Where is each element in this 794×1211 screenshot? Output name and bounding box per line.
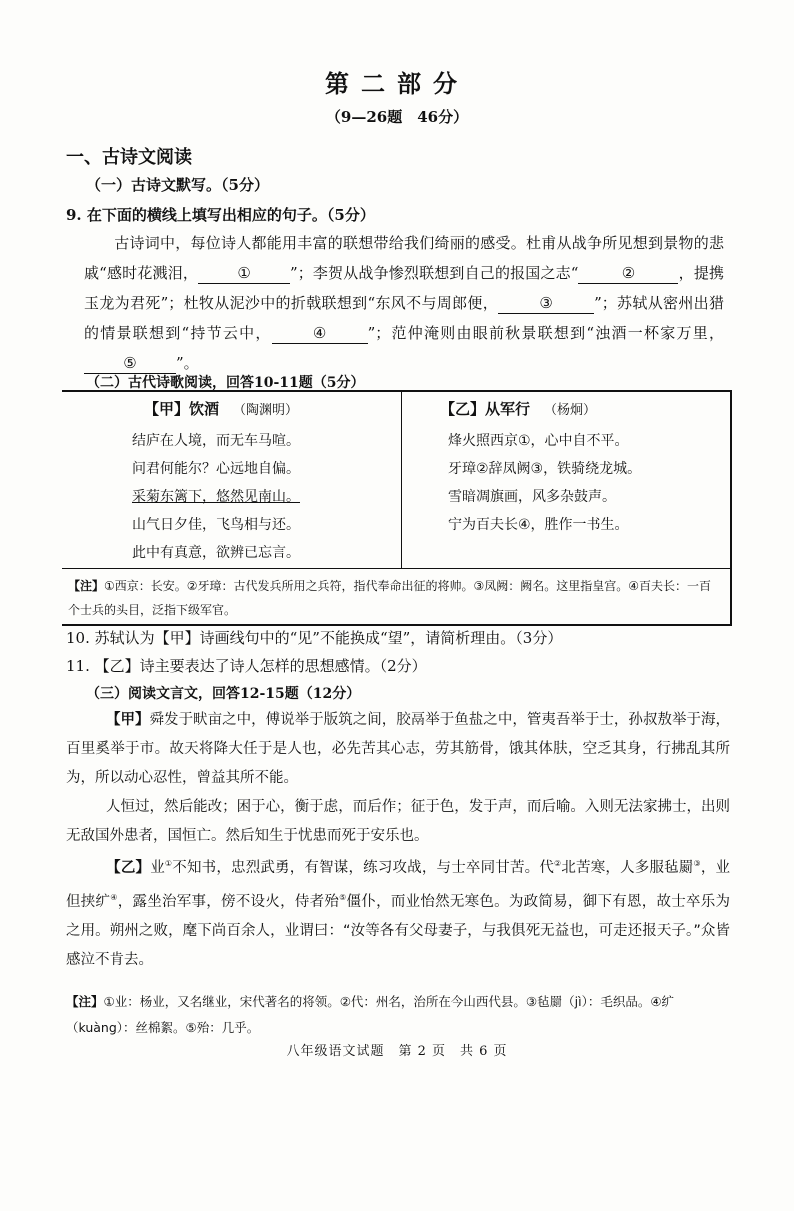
- text-annotation: [66, 989, 730, 1041]
- poem-b-line: 雪暗凋旗画，风多杂鼓声。: [448, 489, 616, 505]
- question-9-passage: [84, 228, 724, 378]
- footnote-mark: ②: [554, 859, 562, 868]
- page-title: 第二部分: [325, 69, 469, 98]
- part3-heading: （三）阅读文言文，回答12-15题（12分）: [86, 686, 361, 702]
- note-text: ①业：杨业，又名继业，宋代著名的将领。②代：州名，治所在今山西代县。③毡罽（jì）：毛织品。④纩（kuàng）：丝棉絮。⑤殆：几乎。: [66, 994, 675, 1035]
- poem-a-line: 问君何能尔？心远地自偏。: [132, 461, 300, 477]
- text-a-paragraph-1: 舜发于畎亩之中，傅说举于版筑之间，胶鬲举于鱼盐之中，管夷吾举于士，孙叔敖举于海，百里奚举于市。故天将降大任于是人也，必先苦其心志，劳其筋骨，饿其体肤，空乏其身，行拂乱其所为，所以动心忍性，曾益其所不能。: [66, 712, 730, 786]
- q9-segment: ”。: [176, 354, 199, 372]
- text-b-part: ，业但挟纩: [66, 859, 731, 910]
- text-b-part: 北苦寒，人多服毡罽: [561, 859, 694, 876]
- answer-blank-5[interactable]: ⑤: [84, 353, 176, 374]
- poem-a-header: [144, 398, 298, 419]
- text-b-part: 业: [150, 859, 165, 876]
- text-b-part: ，露坐治军事，傍不设火，侍者殆: [117, 893, 340, 910]
- note-text: ①西京：长安。②牙璋：古代发兵所用之兵符，指代奉命出征的将帅。③凤阙：阙名。这里指皇宫。④百夫长：一百个士兵的头目，泛指下级军官。: [68, 579, 712, 617]
- poem-table: [62, 390, 732, 626]
- classical-text-a: [66, 705, 730, 851]
- answer-blank-3[interactable]: ③: [498, 293, 594, 314]
- poem-a-author: （陶渊明）: [233, 403, 299, 418]
- poem-b-line: 烽火照西京①，心中自不平。: [448, 433, 629, 449]
- classical-text-b: [66, 849, 730, 975]
- text-b-part: 不知书，忠烈武勇，有智谋，练习攻战，与士卒同甘苦。代: [172, 859, 554, 876]
- page-subtitle: （9—26题 46分）: [325, 108, 469, 126]
- poem-a-underlined-line: 采菊东篱下，悠然见南山。: [132, 489, 300, 505]
- footnote-mark: ④: [110, 892, 118, 902]
- poem-a-title: 【甲】饮酒: [144, 400, 220, 418]
- poem-annotation: [68, 574, 718, 622]
- footnote-mark: ①: [164, 859, 173, 868]
- q9-segment: ”；李贺从战争惨烈联想到自己的报国之志“: [290, 264, 579, 282]
- page-footer: 八年级语文试题 第 2 页 共 6 页: [286, 1044, 508, 1059]
- question-10: 10. 苏轼认为【甲】诗画线句中的“见”不能换成“望”，请简析理由。（3分）: [66, 629, 563, 647]
- poem-a-line: 此中有真意，欲辨已忘言。: [132, 545, 300, 561]
- part1-heading: （一）古诗文默写。（5分）: [86, 176, 269, 194]
- poem-b-line: 牙璋②辞凤阙③，铁骑绕龙城。: [448, 461, 642, 477]
- q9-segment: ”；苏轼从密州出猎的情景联想到“持节云中，: [84, 294, 724, 342]
- text-b-part: 僵仆，而业怡然无寒色。为政简易，御下有恩，故士卒乐为之用。朔州之败，麾下尚百余人，业谓曰：“汝等各有父母妻子，与我俱死无益也，可走还报天子。”众皆感泣不肯去。: [66, 893, 731, 968]
- footnote-mark: ⑤: [339, 892, 347, 902]
- section-heading: 一、古诗文阅读: [66, 147, 192, 168]
- answer-blank-1[interactable]: ①: [198, 263, 290, 284]
- text-b-label: 【乙】: [106, 858, 151, 876]
- poem-b-author: （杨炯）: [544, 403, 597, 418]
- row-divider: [62, 568, 730, 569]
- poem-b-header: [440, 398, 596, 419]
- q9-segment: 古诗词中，每位诗人都能用丰富的联想带给我们绮丽的感受。杜甫从战争所见想到景物的悲戚“感时花溅泪，: [84, 234, 724, 282]
- question-11: 11. 【乙】诗主要表达了诗人怎样的思想感情。（2分）: [66, 657, 427, 675]
- note-label: 【注】: [66, 994, 104, 1009]
- note-label: 【注】: [68, 579, 105, 593]
- text-a-label: 【甲】: [106, 711, 150, 728]
- q9-segment: ，提携玉龙为君死”；杜牧从泥沙中的折戟联想到“东风不与周郎便，: [84, 264, 724, 312]
- text-a-paragraph-2: 人恒过，然后能改；困于心，衡于虑，而后作；征于色，发于声，而后喻。入则无法家拂士，出则无敌国外患者，国恒亡。然后知生于忧患而死于安乐也。: [66, 799, 730, 844]
- column-divider: [401, 392, 402, 568]
- poem-a-line: 山气日夕佳，飞鸟相与还。: [132, 517, 300, 533]
- part2-heading: （二）古代诗歌阅读，回答10-11题（5分）: [86, 375, 365, 391]
- q9-segment: ”；范仲淹则由眼前秋景联想到“浊酒一杯家万里，: [367, 324, 724, 342]
- poem-b-title: 【乙】从军行: [440, 400, 531, 418]
- answer-blank-4[interactable]: ④: [272, 323, 368, 344]
- footnote-mark: ③: [693, 859, 701, 868]
- poem-b-line: 宁为百夫长④，胜作一书生。: [448, 517, 629, 533]
- question-9: 9. 在下面的横线上填写出相应的句子。（5分）: [66, 206, 375, 224]
- poem-a-line: 结庐在人境，而无车马喧。: [132, 433, 300, 449]
- answer-blank-2[interactable]: ②: [578, 263, 678, 284]
